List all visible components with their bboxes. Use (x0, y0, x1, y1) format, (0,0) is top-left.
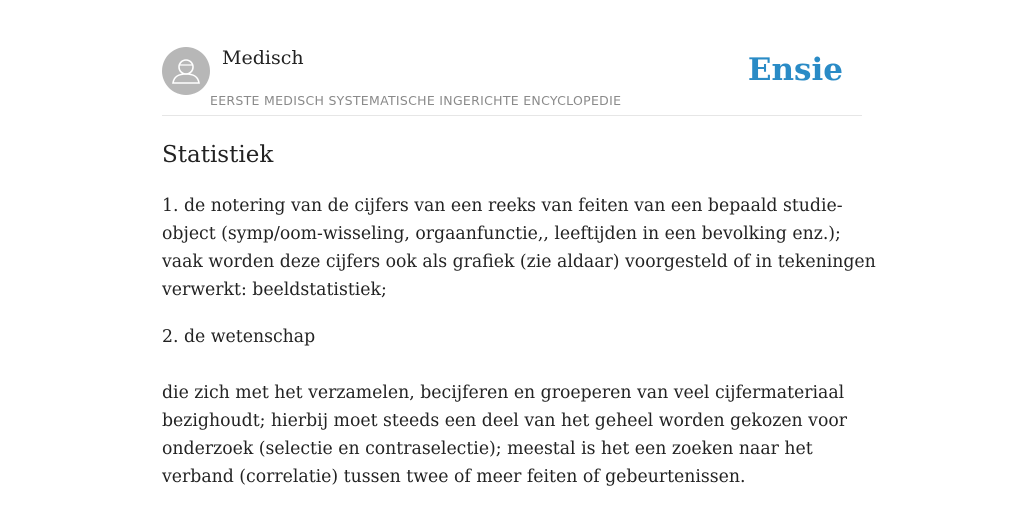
paragraph-line: verwerkt: beeldstatistiek; (162, 280, 387, 300)
paragraph-line: 2. de wetenschap (162, 327, 316, 347)
paragraph-line: verband (correlatie) tussen twee of meer feiten of gebeurtenissen. (162, 467, 746, 487)
paragraph-line: 1. de notering van de cijfers van een reeks van feiten van een bepaald studie- (162, 196, 843, 216)
article-title: Statistiek (162, 142, 274, 168)
paragraph-line: die zich met het verzamelen, becijferen en groeperen van veel cijfermateriaal (162, 383, 845, 403)
source-name[interactable]: Medisch (222, 47, 304, 69)
avatar-figure (162, 47, 210, 95)
paragraph-line: object (symp/oom-wisseling, orgaanfunctie,, leeftijden in een bevolking enz.); (162, 224, 841, 244)
source-subtitle: EERSTE MEDISCH SYSTEMATISCHE INGERICHTE ENCYCLOPEDIE (210, 93, 622, 108)
article-paragraph (162, 323, 862, 351)
article-paragraph (162, 379, 862, 491)
paragraph-line: bezighoudt; hierbij moet steeds een deel van het geheel worden gekozen voor (162, 411, 848, 431)
paragraph-line: onderzoek (selectie en contraselectie); meestal is het een zoeken naar het (162, 439, 813, 459)
article-paragraph (162, 192, 876, 304)
source-header (162, 0, 862, 116)
page (162, 0, 876, 512)
paragraph-line: vaak worden deze cijfers ook als grafiek (zie aldaar) voorgesteld of in tekeningen (162, 252, 876, 272)
ensie-logo[interactable]: Ensie (747, 52, 843, 88)
user-avatar-icon[interactable] (162, 47, 210, 95)
